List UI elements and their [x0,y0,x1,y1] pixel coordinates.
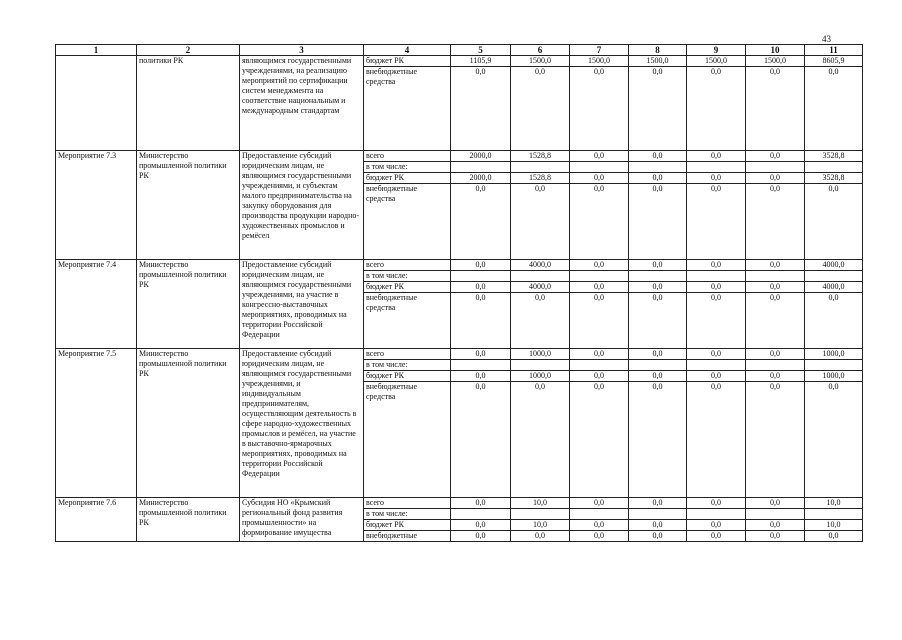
amount-cell: 0,0 [451,260,511,271]
amount-cell: 1528,8 [511,151,570,162]
ministry-cell: Министерство промышленной политики РК [137,260,240,349]
funding-source-cell: в том числе: [364,509,451,520]
amount-cell: 0,0 [746,498,805,509]
amount-cell [570,509,629,520]
amount-cell: 0,0 [511,382,570,498]
amount-cell [746,509,805,520]
amount-cell: 0,0 [746,531,805,542]
funding-source-cell: бюджет РК [364,371,451,382]
amount-cell: 10,0 [511,520,570,531]
column-header: 7 [570,45,629,56]
amount-cell: 0,0 [746,349,805,360]
amount-cell [570,162,629,173]
amount-cell: 0,0 [451,349,511,360]
amount-cell: 1500,0 [629,56,687,67]
amount-cell: 2000,0 [451,173,511,184]
amount-cell: 0,0 [629,67,687,151]
amount-cell: 0,0 [629,184,687,260]
amount-cell [687,162,746,173]
measure-name-cell [56,56,137,151]
amount-cell: 0,0 [629,293,687,349]
funding-source-cell: внебюджетные средства [364,293,451,349]
column-header: 11 [805,45,863,56]
column-header: 10 [746,45,805,56]
amount-cell: 4000,0 [511,282,570,293]
amount-cell [687,360,746,371]
amount-cell: 0,0 [570,184,629,260]
amount-cell: 0,0 [687,371,746,382]
amount-cell: 1528,8 [511,173,570,184]
amount-cell: 0,0 [805,184,863,260]
description-cell: являющимся государственными учреждениями, на реализацию мероприятий по сертификации систем менеджмента на соответствие национальным и международным стандартам [240,56,364,151]
amount-cell: 0,0 [746,151,805,162]
column-header: 1 [56,45,137,56]
amount-cell: 0,0 [570,151,629,162]
ministry-cell: Министерство промышленной политики РК [137,349,240,498]
amount-cell [746,360,805,371]
amount-cell [451,509,511,520]
amount-cell: 0,0 [570,293,629,349]
amount-cell [511,271,570,282]
amount-cell [629,271,687,282]
amount-cell: 0,0 [805,293,863,349]
amount-cell: 0,0 [570,531,629,542]
amount-cell [629,162,687,173]
amount-cell [451,162,511,173]
ministry-cell: политики РК [137,56,240,151]
amount-cell: 0,0 [805,382,863,498]
table-row [56,260,863,271]
measure-name-cell: Мероприятие 7.4 [56,260,137,349]
table-row [56,498,863,509]
amount-cell: 0,0 [687,498,746,509]
amount-cell [805,360,863,371]
funding-source-cell: внебюджетные средства [364,184,451,260]
funding-source-cell: всего [364,151,451,162]
funding-source-cell: бюджет РК [364,173,451,184]
amount-cell: 0,0 [511,184,570,260]
amount-cell: 0,0 [451,293,511,349]
amount-cell: 2000,0 [451,151,511,162]
amount-cell: 0,0 [511,293,570,349]
amount-cell [629,360,687,371]
measure-name-cell: Мероприятие 7.3 [56,151,137,260]
amount-cell: 1500,0 [570,56,629,67]
funding-source-cell: всего [364,260,451,271]
amount-cell: 0,0 [687,173,746,184]
amount-cell: 0,0 [451,184,511,260]
amount-cell: 0,0 [687,184,746,260]
table-header-row [56,45,863,56]
table-row [56,349,863,360]
measure-name-cell: Мероприятие 7.6 [56,498,137,542]
description-cell: Субсидия НО «Крымский региональный фонд развития промышленности» на формирование имущества [240,498,364,542]
funding-source-cell: бюджет РК [364,56,451,67]
funding-source-cell: внебюджетные [364,531,451,542]
funding-source-cell: в том числе: [364,162,451,173]
amount-cell: 0,0 [629,371,687,382]
amount-cell: 8605,9 [805,56,863,67]
amount-cell: 0,0 [746,371,805,382]
amount-cell [746,162,805,173]
amount-cell: 0,0 [687,151,746,162]
amount-cell: 0,0 [629,520,687,531]
amount-cell: 0,0 [570,498,629,509]
amount-cell [746,271,805,282]
funding-source-cell: бюджет РК [364,520,451,531]
amount-cell: 0,0 [570,382,629,498]
amount-cell [687,509,746,520]
column-header: 3 [240,45,364,56]
amount-cell [570,360,629,371]
amount-cell: 0,0 [629,531,687,542]
amount-cell: 0,0 [451,282,511,293]
amount-cell: 0,0 [451,382,511,498]
amount-cell: 0,0 [805,67,863,151]
table-row [56,151,863,162]
table-body [56,56,863,542]
amount-cell: 0,0 [687,260,746,271]
amount-cell: 0,0 [570,520,629,531]
amount-cell: 0,0 [570,173,629,184]
amount-cell: 10,0 [805,498,863,509]
ministry-cell: Министерство промышленной политики РК [137,151,240,260]
amount-cell: 0,0 [570,67,629,151]
amount-cell [805,509,863,520]
amount-cell: 1000,0 [511,371,570,382]
amount-cell: 3528,8 [805,151,863,162]
amount-cell: 0,0 [629,173,687,184]
amount-cell: 0,0 [805,531,863,542]
column-header: 8 [629,45,687,56]
funding-source-cell: в том числе: [364,360,451,371]
funding-source-cell: бюджет РК [364,282,451,293]
description-cell: Предоставление субсидий юридическим лицам, не являющимся государственными учреждениями, и индивидуальным предпринимателям, осуществляющим деятельность в сфере народно-художественных промыслов и ремёсел, на участие в выставочно-ярмарочных мероприятиях, проводимых на территории Российской Федерации [240,349,364,498]
column-header: 6 [511,45,570,56]
description-cell: Предоставление субсидий юридическим лицам, не являющимся государственными учреждениями, на участие в конгрессно-выставочных мероприятиях, проводимых на территории Российской Федерации [240,260,364,349]
amount-cell [451,360,511,371]
amount-cell: 4000,0 [511,260,570,271]
amount-cell: 0,0 [451,67,511,151]
funding-source-cell: всего [364,498,451,509]
budget-table [55,44,863,542]
amount-cell: 0,0 [451,498,511,509]
column-header: 5 [451,45,511,56]
amount-cell: 0,0 [511,531,570,542]
amount-cell: 0,0 [746,67,805,151]
amount-cell [451,271,511,282]
amount-cell: 0,0 [746,260,805,271]
amount-cell: 0,0 [746,520,805,531]
page-number: 43 [822,34,831,44]
amount-cell: 0,0 [746,382,805,498]
amount-cell: 1000,0 [511,349,570,360]
amount-cell: 1500,0 [687,56,746,67]
amount-cell: 0,0 [687,293,746,349]
amount-cell: 0,0 [451,531,511,542]
amount-cell: 0,0 [570,349,629,360]
description-cell: Предоставление субсидий юридическим лицам, не являющимся государственными учреждениями, и субъектам малого предпринимательства на закупку оборудования для производства продукции народно-художественных промыслов и ремёсел [240,151,364,260]
amount-cell [629,509,687,520]
funding-source-cell: в том числе: [364,271,451,282]
amount-cell [511,162,570,173]
amount-cell: 0,0 [687,520,746,531]
amount-cell: 1000,0 [805,349,863,360]
amount-cell: 0,0 [629,260,687,271]
amount-cell [805,162,863,173]
funding-source-cell: всего [364,349,451,360]
amount-cell: 0,0 [570,260,629,271]
amount-cell: 0,0 [746,293,805,349]
amount-cell: 3528,8 [805,173,863,184]
ministry-cell: Министерство промышленной политики РК [137,498,240,542]
amount-cell: 0,0 [629,151,687,162]
amount-cell: 1500,0 [746,56,805,67]
table-row [56,56,863,67]
amount-cell [511,360,570,371]
amount-cell [570,271,629,282]
amount-cell: 1500,0 [511,56,570,67]
amount-cell: 0,0 [746,184,805,260]
amount-cell: 0,0 [746,173,805,184]
column-header: 9 [687,45,746,56]
amount-cell: 0,0 [687,349,746,360]
column-header: 4 [364,45,451,56]
amount-cell: 1105,9 [451,56,511,67]
amount-cell: 0,0 [746,282,805,293]
amount-cell [805,271,863,282]
funding-source-cell: внебюджетные средства [364,67,451,151]
column-header: 2 [137,45,240,56]
amount-cell: 0,0 [687,67,746,151]
amount-cell: 0,0 [629,349,687,360]
measure-name-cell: Мероприятие 7.5 [56,349,137,498]
amount-cell: 0,0 [570,371,629,382]
amount-cell [687,271,746,282]
amount-cell: 0,0 [570,282,629,293]
amount-cell: 10,0 [511,498,570,509]
amount-cell: 0,0 [687,531,746,542]
amount-cell: 0,0 [629,498,687,509]
amount-cell: 0,0 [629,282,687,293]
amount-cell: 0,0 [511,67,570,151]
funding-source-cell: внебюджетные средства [364,382,451,498]
amount-cell: 0,0 [451,520,511,531]
amount-cell [511,509,570,520]
amount-cell: 1000,0 [805,371,863,382]
amount-cell: 4000,0 [805,260,863,271]
amount-cell: 0,0 [451,371,511,382]
amount-cell: 0,0 [687,382,746,498]
amount-cell: 10,0 [805,520,863,531]
amount-cell: 0,0 [629,382,687,498]
amount-cell: 0,0 [687,282,746,293]
amount-cell: 4000,0 [805,282,863,293]
